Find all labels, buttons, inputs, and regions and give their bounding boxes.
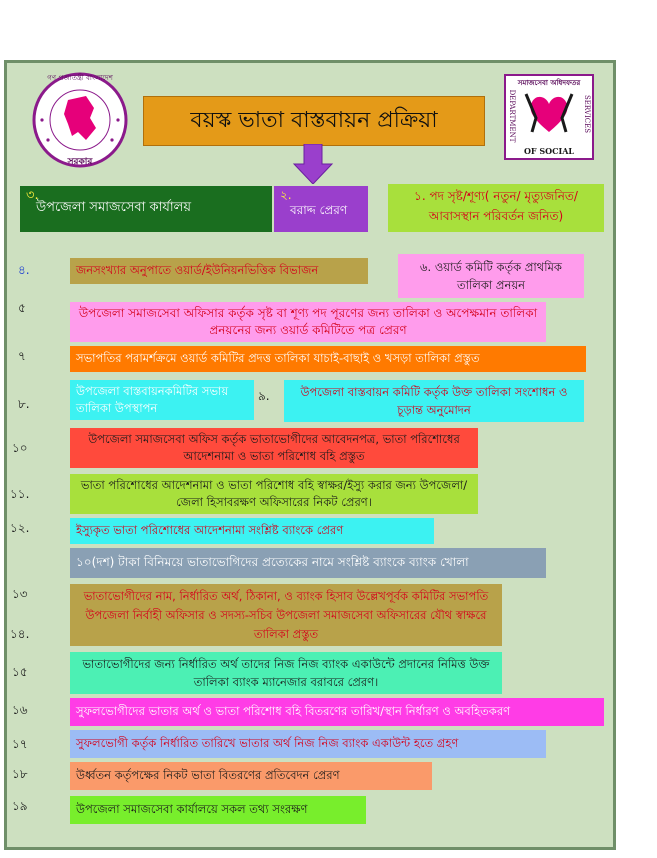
step-number-12: ১২. [10, 521, 30, 535]
step-number-4: ৪. [18, 263, 30, 277]
step-number-17: ১৭ [12, 737, 28, 751]
step2-number: ২. [280, 188, 292, 202]
step16-distribution-date-set [70, 698, 604, 726]
step4-population-division [70, 258, 368, 284]
seal-text-bottom: সরকার [67, 157, 93, 167]
step1-label: ১. পদ সৃষ্ট/শূণ্য( নতুন/ মৃত্যুজনিত/ আবাসস্থান পরিবর্তন জনিত) [414, 189, 578, 223]
step-number-11: ১১. [10, 487, 30, 501]
down-arrow-icon [292, 144, 334, 184]
step-number-8: ৮. [18, 397, 30, 411]
government-seal-logo [30, 70, 130, 170]
step-number-18: ১৮ [12, 767, 28, 781]
step2-label: বরাদ্দ প্রেরণ [290, 203, 348, 217]
step-number-7: ৭ [18, 349, 26, 363]
seal-text-top: গণ প্রজাতন্ত্রী বাংলাদেশ [47, 74, 113, 82]
step5-letter-to-ward-committee [70, 302, 546, 342]
step9-final-approval [284, 380, 584, 422]
step7-label: সভাপতির পরামর্শক্রমে ওয়ার্ড কমিটির প্রদত্ত তালিকা যাচাই-বাছাই ও খসড়া তালিকা প্রস্তুত [76, 351, 480, 365]
step11-sent-to-accounts-office [70, 474, 478, 514]
step13-joint-signature-list [70, 584, 502, 646]
step2-allocation-sent [274, 186, 368, 232]
step-number-10: ১০ [12, 441, 28, 455]
step15-list-to-bank-manager [70, 652, 502, 694]
step-number-15: ১৫ [12, 665, 28, 679]
step-number-13: ১৩ [12, 587, 28, 601]
step11-label: ভাতা পরিশোধের আদেশনামা ও ভাতা পরিশোধ বহি স্বাক্ষর/ইস্যু করার জন্য উপজেলা/জেলা হিসাবরক্ষণ অফিসারের নিকট প্রেরণ। [80, 478, 468, 509]
step15-label: ভাতাভোগীদের জন্য নির্ধারিত অর্থ তাদের নিজ নিজ ব্যাংক একাউন্টে প্রদানের নিমিত্ত উক্ত তালিকা ব্যাংক ম্যানেজার বরাবরে প্রেরণ। [82, 657, 490, 689]
dss-text-right: SERVICES [583, 94, 591, 133]
step12-label: ইস্যুকৃত ভাতা পরিশোধের আদেশনামা সংশ্লিষ্ট ব্যাংকে প্রেরণ [76, 523, 344, 537]
step6-label: ৬. ওয়ার্ড কমিটি কর্তৃক প্রাথমিক তালিকা প্রনয়ন [420, 260, 562, 292]
page-title [143, 96, 485, 146]
step6-ward-committee-list [398, 254, 584, 298]
title-text: বয়স্ক ভাতা বাস্তবায়ন প্রক্রিয়া [190, 107, 438, 133]
step16-label: সুফলভোগীদের ভাতার অর্থ ও ভাতা পরিশোধ বহি বিতরণের তারিখ/স্থান নির্ধারণ ও অবহিতকরণ [76, 704, 511, 718]
step7-draft-list-prepared [70, 346, 586, 372]
step-open-bank-account [70, 548, 546, 578]
dss-text-left: DEPARTMENT [508, 89, 516, 143]
step8-label: উপজেলা বাস্তবায়নকমিটির সভায় তালিকা উপস্থাপন [76, 384, 229, 415]
bank-step-label: ১০(দশ) টাকা বিনিময়ে ভাতাভোগিদের প্রত্যেকের নামে সংশ্লিষ্ট ব্যাংকে ব্যাংক খোলা [76, 555, 469, 569]
step13-label: ভাতাভোগীদের নাম, নির্ধারিত অর্থ, ঠিকানা, ও ব্যাংক হিসাব উল্লেখপূর্বক কমিটির সভাপতি উপজেলা নির্বাহী অফিসার ও সদস্য-সচিব উপজেলা সমাজসেবা অফিসারের যৌথ স্বাক্ষরে তালিকা প্রস্তুত [83, 589, 489, 641]
step10-applications-prepared [70, 428, 478, 468]
step18-label: উর্ধ্বতন কর্তৃপক্ষের নিকট ভাতা বিতরণের প্রতিবেদন প্রেরণ [76, 768, 340, 782]
step17-receive-allowance [70, 730, 546, 758]
step3-number: ৩. [26, 188, 39, 203]
step3-upazila-office [20, 186, 272, 232]
step10-label: উপজেলা সমাজসেবা অফিস কর্তৃক ভাতাভোগীদের আবেদনপত্র, ভাতা পরিশোধের আদেশনামা ও ভাতা পরিশোধ বহি প্রস্তুত [88, 432, 460, 463]
step-number-16: ১৬ [12, 703, 28, 717]
department-social-services-logo [504, 74, 594, 160]
step5-label: উপজেলা সমাজসেবা অফিসার কর্তৃক সৃষ্ট বা শূণ্য পদ পূরণের জন্য তালিকা ও অপেক্ষমান তালিকা প্রনয়নের জন্য ওয়ার্ড কমিটিতে পত্র প্রেরণ [78, 306, 538, 337]
step9-label: উপজেলা বাস্তবায়ন কমিটি কর্তৃক উক্ত তালিকা সংশোধন ও চূড়ান্ত অনুমোদন [300, 385, 568, 417]
step4-label: জনসংখ্যার অনুপাতে ওয়ার্ড/ইউনিয়নভিত্তিক বিভাজন [76, 263, 319, 277]
step-number-14: ১৪. [10, 627, 30, 641]
step19-label: উপজেলা সমাজসেবা কার্যালয়ে সকল তথ্য সংরক্ষণ [76, 802, 308, 816]
step18-report-to-authority [70, 762, 432, 790]
dss-text-bottom: OF SOCIAL [523, 146, 575, 156]
step3-label: উপজেলা সমাজসেবা কার্যালয় [36, 200, 192, 215]
step-number-9: ৯. [258, 389, 270, 403]
step19-store-information [70, 796, 366, 824]
dss-text-top: সমাজসেবা অধিদফতর [517, 79, 581, 87]
step17-label: সুফলভোগী কর্তৃক নির্ধারিত তারিখে ভাতার অর্থ নিজ নিজ ব্যাংক একাউন্ট হতে গ্রহণ [76, 736, 459, 750]
step12-order-sent-to-bank [70, 518, 434, 544]
step-number-19: ১৯ [12, 799, 28, 813]
step1-post-created-vacant [388, 184, 604, 232]
step-number-5: ৫ [18, 301, 26, 315]
step8-present-to-committee [70, 380, 254, 420]
